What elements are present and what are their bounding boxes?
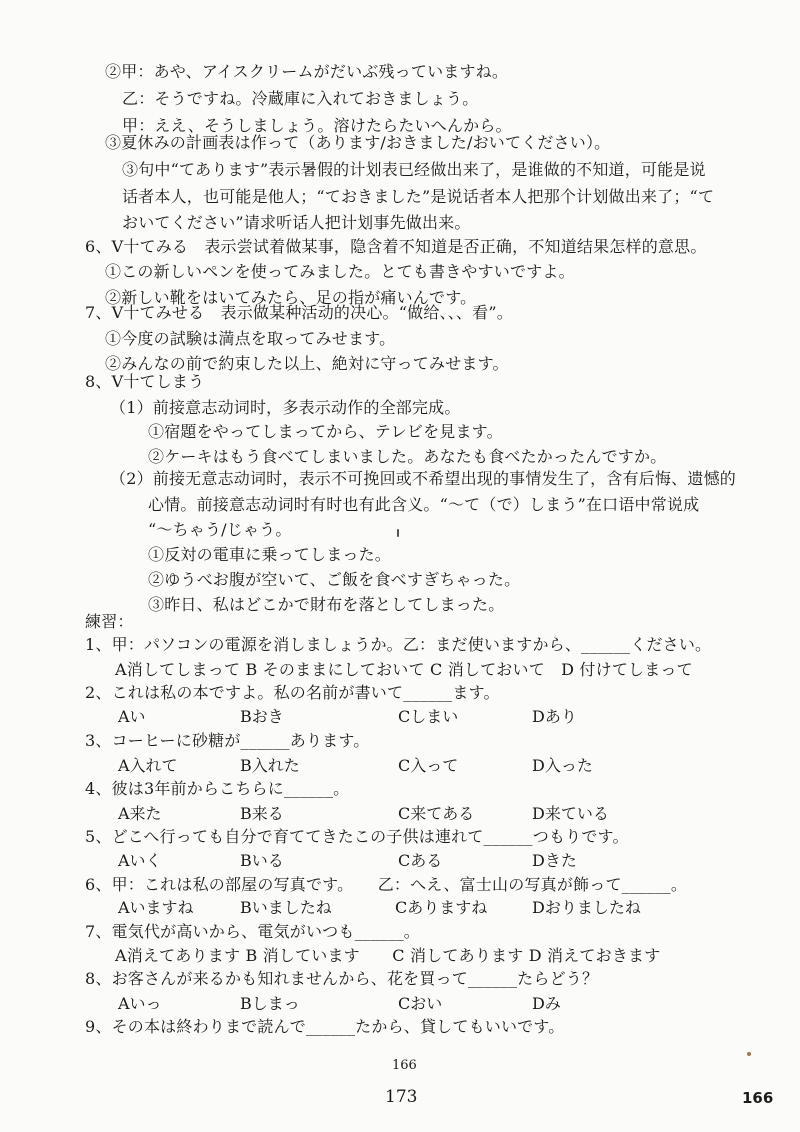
page-number-small: 166	[392, 1058, 417, 1073]
example-line: ②みんなの前で約束した以上、絶対に守ってみせます。	[105, 354, 509, 373]
example-line: ①反対の電車に乗ってしまった。	[148, 545, 392, 564]
grammar-heading: 7、V十てみせる 表示做某种活动的决心。“做给、、、看”。	[85, 303, 513, 322]
option-d: Dおりましたね	[532, 898, 641, 917]
question-6: 6、甲：これは私の部屋の写真です。 乙：へえ、富士山の写真が飾って______。	[85, 875, 688, 894]
option-a: Aいっ	[118, 994, 162, 1013]
option-b: Bいる	[240, 851, 284, 870]
question-1: 1、甲：パソコンの電源を消しましょうか。乙：まだ使いますから、______ください。	[85, 635, 712, 654]
option-a: A入れて	[118, 756, 178, 775]
option-b: B入れた	[240, 756, 300, 775]
grammar-heading: 6、V十てみる 表示尝试着做某事，隐含着不知道是否正确，不知道结果怎样的意思。	[85, 237, 707, 256]
option-c: Cある	[398, 851, 443, 870]
explanation-line: 心情。前接意志动词时有时也有此含义。“～て（で）しまう”在口语中常说成	[148, 495, 700, 514]
option-a: Aいく	[118, 851, 162, 870]
question-3: 3、コーヒーに砂糖が______あります。	[85, 731, 370, 750]
option-c: C入って	[398, 756, 459, 775]
option-b: Bしまっ	[240, 994, 300, 1013]
option-b: Bいましたね	[240, 898, 332, 917]
exercise-heading: 練習：	[85, 612, 134, 631]
example-line: 乙：そうですね。冷蔵庫に入れておきましょう。	[122, 89, 479, 108]
question-9: 9、その本は終わりまで読んで______たから、貸してもいいです。	[85, 1017, 565, 1036]
explanation-line: 话者本人，也可能是他人；“ておきました”是说话者本人把那个计划做出来了；“て	[122, 187, 715, 206]
option-d: Dきた	[532, 851, 577, 870]
example-line: ③昨日、私はどこかで財布を落としてしまった。	[148, 595, 505, 614]
option-c: C来てある	[398, 804, 475, 823]
option-c: Cおい	[398, 994, 443, 1013]
page-number-printed: 173	[385, 1087, 418, 1107]
question-7: 7、電気代が高いから、電気がいつも______。	[85, 922, 420, 941]
explanation-line: ③句中“てあります”表示暑假的计划表已经做出来了，是谁做的不知道，可能是说	[122, 160, 706, 179]
example-line: ②甲：あや、アイスクリームがだいぶ残っていますね。	[105, 62, 509, 81]
option-a: Aい	[118, 707, 146, 726]
example-line: ③夏休みの計画表は作って（あります/おきました/おいてください）。	[105, 133, 611, 152]
option-d: Dあり	[532, 707, 577, 726]
example-line: ①今度の試験は満点を取ってみせます。	[105, 329, 396, 348]
example-line: ②ケーキはもう食べてしまいました。あなたも食べたかったんですか。	[148, 447, 667, 466]
grammar-heading: 8、V十てしまう	[85, 372, 205, 391]
explanation-line: おいてください”请求听话人把计划事先做出来。	[122, 213, 471, 232]
option-b: Bおき	[240, 707, 284, 726]
example-line: ②新しい靴をはいてみたら、足の指が痛いんです。	[105, 288, 477, 307]
scan-speck	[397, 529, 399, 537]
option-a: A来た	[118, 804, 162, 823]
option-c: Cしまい	[398, 707, 459, 726]
option-c: Cありますね	[395, 898, 488, 917]
question-5: 5、どこへ行っても自分で育ててきたこの子供は連れて______つもりです。	[85, 827, 629, 846]
example-line: ①宿題をやってしまってから、テレビを見ます。	[148, 422, 503, 441]
example-line: 甲：ええ、そうしましょう。溶けたらたいへんから。	[122, 116, 512, 135]
question-7-options: A消えてあります B 消しています C 消してあります D 消えておきます	[115, 946, 661, 965]
option-d: D来ている	[532, 804, 609, 823]
option-a: Aいますね	[118, 898, 194, 917]
option-b: B来る	[240, 804, 284, 823]
question-2: 2、これは私の本ですよ。私の名前が書いて______ます。	[85, 683, 500, 702]
explanation-line: “～ちゃう/じゃう。	[148, 520, 292, 539]
example-line: ①この新しいペンを使ってみました。とても書きやすいですよ。	[105, 262, 575, 281]
option-d: Dみ	[532, 994, 561, 1013]
subpoint-heading: （2）前接无意志动词时，表示不可挽回或不希望出现的事情发生了，含有后悔、遗憾的	[110, 469, 736, 488]
question-4: 4、彼は3年前からこちらに______。	[85, 779, 350, 798]
example-line: ②ゆうべお腹が空いて、ご飯を食べすぎちゃった。	[148, 570, 521, 589]
subpoint-heading: （1）前接意志动词时，多表示动作的全部完成。	[110, 398, 461, 417]
question-1-options: A消してしまって B そのままにしておいて C 消しておいて D 付けてしまって	[115, 660, 693, 679]
question-8: 8、お客さんが来るかも知れませんから、花を買って______たらどう？	[85, 969, 599, 988]
page-number-stamp: 166	[742, 1089, 774, 1107]
option-d: D入った	[532, 756, 593, 775]
scan-speck	[747, 1052, 751, 1056]
